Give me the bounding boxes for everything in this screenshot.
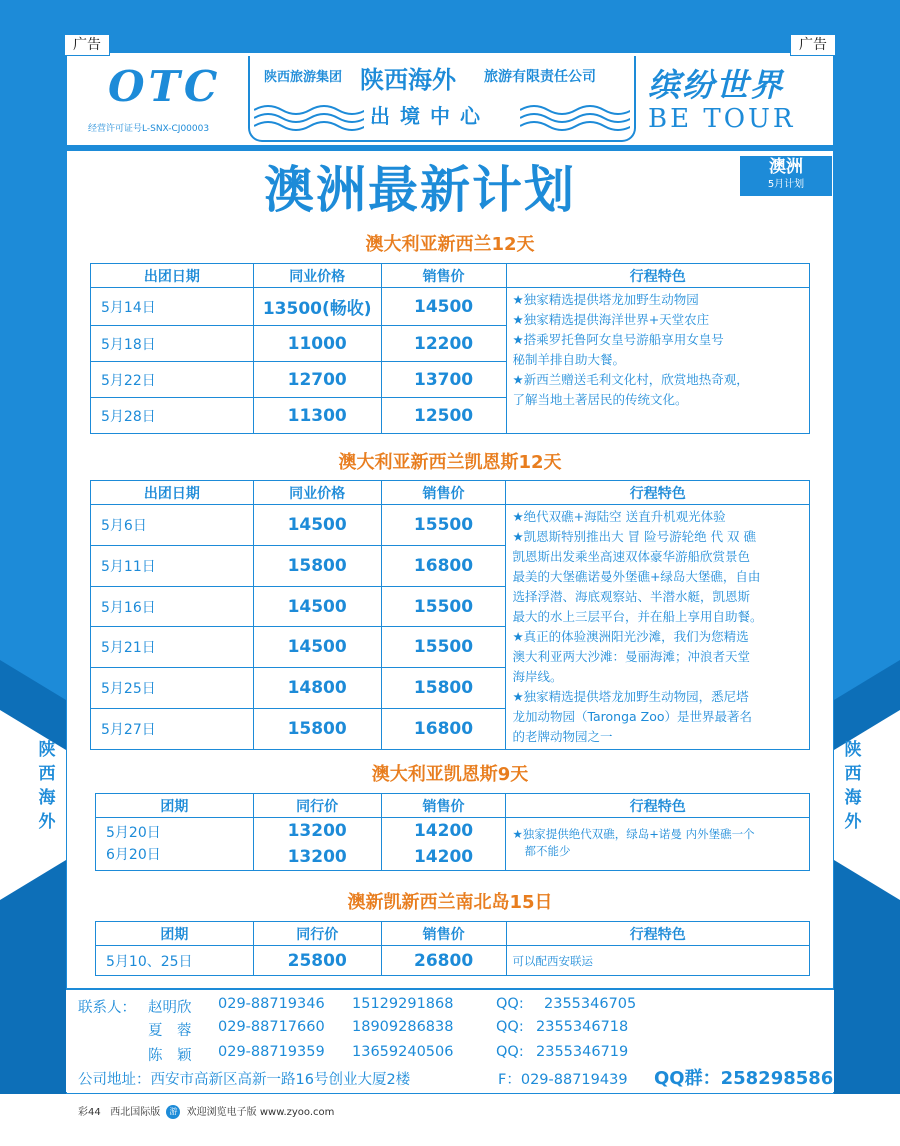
wave-icon	[254, 102, 364, 132]
row-sale-price: 12500	[381, 398, 506, 434]
company-banner	[248, 56, 636, 142]
contact-mobile: 18909286838	[352, 1019, 454, 1035]
ad-label-right: 广告	[790, 34, 836, 56]
header-trade-price: 同行价	[253, 794, 381, 818]
contact-qq: 2355346719	[536, 1044, 629, 1060]
wave-icon	[520, 102, 630, 132]
header-trade-price: 同业价格	[253, 264, 381, 288]
row-trade-price: 14500	[253, 586, 381, 627]
row-sale-price: 16800	[381, 545, 506, 586]
row-sale-price: 26800	[381, 946, 506, 976]
company-main-name: 陕西海外	[360, 65, 456, 94]
ad-label-left: 广告	[64, 34, 110, 56]
table-row	[91, 505, 810, 546]
row-sale-price: 13700	[381, 362, 506, 398]
otc-logo: OTC	[108, 62, 222, 111]
brand-en: BE TOUR	[648, 104, 796, 134]
contact-name: 赵明欣	[148, 1000, 192, 1016]
header-date: 团期	[96, 794, 254, 818]
region-tag-subtitle: 5月计划	[767, 179, 805, 190]
contact-qq-label: QQ:	[496, 996, 524, 1012]
contact-mobile: 15129291868	[352, 996, 454, 1012]
section1-title: 澳大利亚新西兰12天	[365, 234, 535, 255]
row-date: 5月14日	[91, 288, 254, 326]
row-sale-price: 12200	[381, 326, 506, 362]
section3-title: 澳大利亚凯恩斯9天	[371, 764, 529, 785]
header-features: 行程特色	[506, 481, 810, 505]
row-date: 5月22日	[91, 362, 254, 398]
header-features: 行程特色	[506, 264, 810, 288]
qq-group: QQ群：258298586	[654, 1068, 834, 1089]
contact-mobile: 13659240506	[352, 1044, 454, 1060]
row-trade-price: 15800	[253, 545, 381, 586]
header-sale-price: 销售价	[381, 922, 506, 946]
header-sale-price: 销售价	[381, 481, 506, 505]
main-title: 澳洲最新计划	[264, 161, 576, 219]
company-fax: F：029-88719439	[498, 1072, 628, 1088]
row-trade-price: 12700	[253, 362, 381, 398]
header-date: 出团日期	[91, 264, 254, 288]
contact-qq: 2355346705	[544, 996, 637, 1012]
row-sale-price: 15800	[381, 668, 506, 709]
row-sale-price: 14500	[381, 288, 506, 326]
section1-features: ★独家精选提供塔龙加野生动物园 ★独家精选提供海洋世界+天堂农庄 ★搭乘罗托鲁阿女皇号游船享用女皇号 秘制羊排自助大餐。 ★新西兰赠送毛利文化村，欣赏地热奇观， 了解当地土著居民的传统文化。	[506, 288, 810, 434]
row-date: 5月18日	[91, 326, 254, 362]
travel-logo-icon: 游	[166, 1105, 180, 1119]
section1-table	[90, 263, 810, 434]
row-sale-price: 15500	[381, 505, 506, 546]
row-trade-price: 14500	[253, 627, 381, 668]
section4-table	[95, 921, 810, 976]
row-date: 5月16日	[91, 586, 254, 627]
license-number: 经营许可证号L-SNX-CJ00003	[88, 124, 210, 134]
row-date: 5月28日	[91, 398, 254, 434]
company-suffix: 旅游有限责任公司	[484, 69, 596, 85]
region-tag	[740, 156, 832, 196]
row-sale-price: 15500	[381, 627, 506, 668]
row-trade-price: 14800	[253, 668, 381, 709]
header-trade-price: 同行价	[253, 922, 381, 946]
page-number: 彩44	[78, 1107, 101, 1118]
row-sale-price: 15500	[381, 586, 506, 627]
contact-qq-label: QQ:	[496, 1044, 524, 1060]
header-sale-price: 销售价	[381, 794, 506, 818]
row-date: 5月25日	[91, 668, 254, 709]
contact-name: 陈 颖	[148, 1048, 192, 1064]
row-date: 5月10、25日	[96, 946, 254, 976]
contact-phone: 029-88717660	[218, 1019, 325, 1035]
row-date: 5月11日	[91, 545, 254, 586]
section2-table	[90, 480, 810, 750]
side-label-right: 陕 西 海 外	[844, 740, 862, 832]
header-date: 团期	[96, 922, 254, 946]
edition-name: 西北国际版	[110, 1107, 161, 1118]
row-trade-price: 11300	[253, 398, 381, 434]
section4-title: 澳新凯新西兰南北岛15日	[347, 892, 553, 913]
row-trade-price: 14500	[253, 505, 381, 546]
brand-cn: 缤纷世界	[648, 66, 785, 104]
row-trade-price: 11000	[253, 326, 381, 362]
contact-phone: 029-88719346	[218, 996, 325, 1012]
company-address: 公司地址：西安市高新区高新一路16号创业大厦2楼	[78, 1072, 411, 1088]
contact-label: 联系人：	[78, 1000, 136, 1016]
header-sale-price: 销售价	[381, 264, 506, 288]
contact-qq: 2355346718	[536, 1019, 629, 1035]
row-sale-price: 16800	[381, 709, 506, 750]
row-dates: 5月20日 6月20日	[96, 818, 254, 871]
row-sale-price: 14200 14200	[381, 818, 506, 871]
group-name: 陕西旅游集团	[264, 70, 343, 85]
header-trade-price: 同业价格	[253, 481, 381, 505]
contact-name: 夏 蓉	[148, 1023, 192, 1039]
region-tag-title: 澳洲	[769, 157, 803, 177]
row-trade-price: 25800	[253, 946, 381, 976]
row-date: 5月21日	[91, 627, 254, 668]
page-footer	[78, 1103, 334, 1119]
row-trade-price: 13500(畅收)	[253, 288, 381, 326]
table-row	[96, 818, 810, 871]
center-name: 出境中心	[370, 104, 490, 128]
section3-table	[95, 793, 810, 871]
table-row	[91, 288, 810, 326]
footer-link[interactable]: 欢迎浏览电子版 www.zyoo.com	[186, 1107, 335, 1118]
header-features: 行程特色	[506, 794, 810, 818]
side-label-left: 陕 西 海 外	[38, 740, 56, 832]
row-date: 5月6日	[91, 505, 254, 546]
contact-phone: 029-88719359	[218, 1044, 325, 1060]
row-date: 5月27日	[91, 709, 254, 750]
header-features: 行程特色	[506, 922, 809, 946]
row-trade-price: 15800	[253, 709, 381, 750]
row-feature: 可以配西安联运	[506, 946, 809, 976]
section2-title: 澳大利亚新西兰凯恩斯12天	[338, 452, 562, 473]
row-trade-price: 13200 13200	[253, 818, 381, 871]
header-date: 出团日期	[91, 481, 254, 505]
contact-qq-label: QQ:	[496, 1019, 524, 1035]
table-row	[96, 946, 810, 976]
section2-features: ★绝代双礁+海陆空 送直升机观光体验 ★凯恩斯特别推出大 冒 险号游轮绝 代 双 礁 凯恩斯出发乘坐高速双体豪华游船欣赏景色 最美的大堡礁诺曼外堡礁+绿岛大堡礁，自由 选择浮潜、海底观察站、半潜水艇，凯恩斯 最大的水上三层平台，并在船上享用自助餐。 ★真正的体验澳洲阳光沙滩，我们为您精选 澳大利亚两大沙滩：曼丽海滩；冲浪者天堂 海岸线。 ★独家精选提供塔龙加野生动物园，悉尼塔 龙加动物园（Taronga Zoo）是世界最著名 的老牌动物园之一	[506, 505, 810, 750]
section3-features: ★独家提供绝代双礁，绿岛+诺曼 内外堡礁一个 都不能少	[506, 818, 810, 871]
